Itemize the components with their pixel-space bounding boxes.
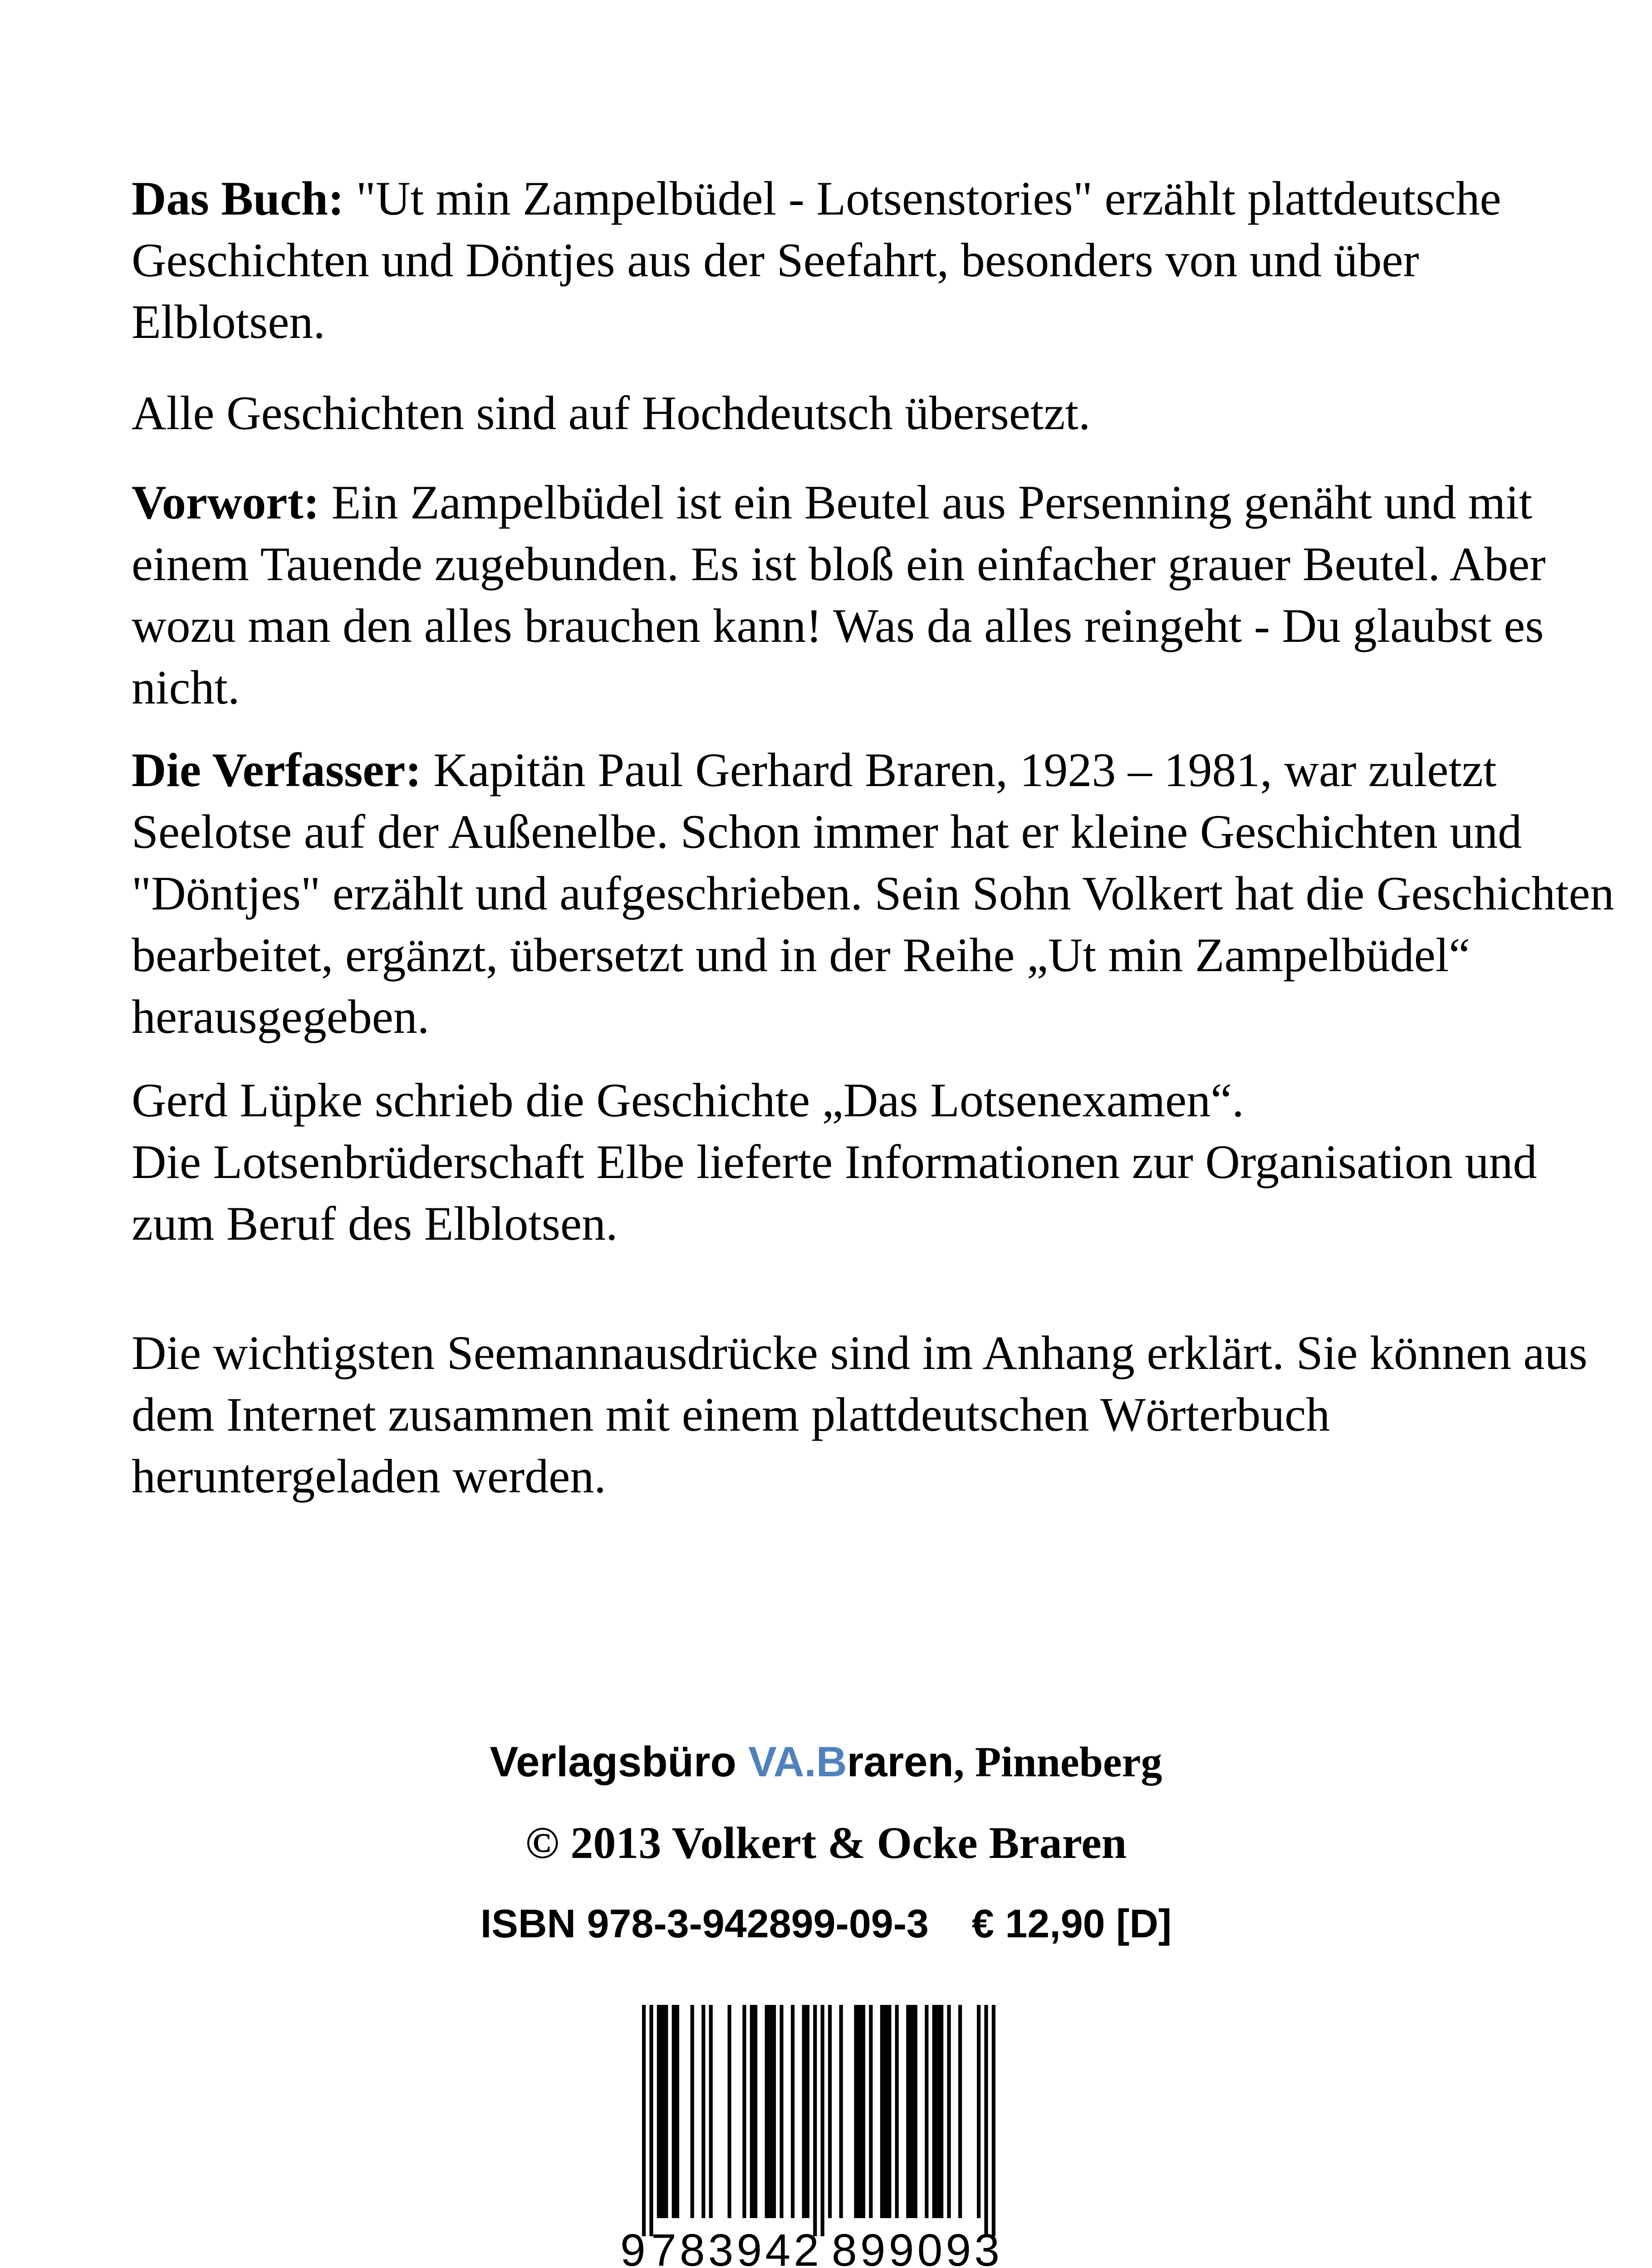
barcode-bar-7	[728, 2005, 731, 2218]
barcode-bar-21	[895, 2005, 899, 2218]
book-text: "Ut min Zampelbüdel - Lotsenstories" erzählt plattdeutsche Geschichten und Döntjes aus der Seefahrt, besonders von und über Elblotsen.	[132, 172, 1501, 348]
foreword-label: Vorwort:	[132, 476, 320, 529]
contributors-paragraph	[132, 1070, 1615, 1255]
barcode-bar-23	[925, 2005, 928, 2218]
barcode-bar-5	[701, 2005, 705, 2218]
publisher-prefix: Verlagsbüro	[490, 1738, 749, 1785]
price: € 12,90 [D]	[971, 1901, 1172, 1946]
barcode-bar-26	[958, 2005, 962, 2218]
foreword-text: Ein Zampelbüdel ist ein Beutel aus Persenning genäht und mit einem Tauende zugebunden. Es ist bloß ein einfacher grauer Beutel. Aber wozu man den alles brauchen kann! Was da alles reingeht - Du glaubst es nicht.	[132, 476, 1546, 714]
publisher-brand-rest: raren	[847, 1738, 954, 1785]
barcode-bar-3	[672, 2005, 679, 2218]
glossary-note: Die wichtigsten Seemannausdrücke sind im Anhang erklärt. Sie können aus dem Internet zusammen mit einem plattdeutschen Wörterbuch heruntergeladen werden.	[132, 1326, 1588, 1503]
barcode-bar-17	[839, 2005, 843, 2218]
barcode-bar-15	[821, 2005, 824, 2236]
barcode-bars	[642, 2005, 995, 2236]
publisher-city: , Pinneberg	[953, 1739, 1162, 1786]
contributors-line2: Die Lotsenbrüderschaft Elbe lieferte Informationen zur Organisation und zum Beruf des Elblotsen.	[132, 1135, 1537, 1250]
barcode-right-digits: 899093	[832, 2225, 1000, 2268]
barcode-bar-27	[977, 2005, 980, 2218]
barcode-bar-1	[649, 2005, 653, 2236]
authors-label: Die Verfasser:	[132, 743, 422, 797]
authors-text: Kapitän Paul Gerhard Braren, 1923 – 1981, war zuletzt Seelotse auf der Außenelbe. Schon immer hat er kleine Geschichten und "Döntjes" erzählt und aufgeschrieben. Sein Sohn Volkert hat die Geschichten bearbeitet, ergänzt, übersetzt und in der Reihe „Ut min Zampelbüdel“ herausgegeben.	[132, 743, 1614, 1043]
barcode-bar-25	[947, 2005, 951, 2218]
barcode-bar-0	[642, 2005, 646, 2236]
translation-note: Alle Geschichten sind auf Hochdeutsch übersetzt.	[132, 386, 1091, 440]
barcode-bar-29	[992, 2005, 995, 2236]
contributors-line1: Gerd Lüpke schrieb die Geschichte „Das Lotsenexamen“.	[132, 1074, 1244, 1127]
barcode-first-digit: 9	[620, 2225, 646, 2268]
publisher-brand-highlight: VA.B	[748, 1738, 847, 1785]
publisher-line	[0, 1737, 1652, 1787]
isbn-line	[0, 1901, 1652, 1947]
barcode-bar-10	[765, 2005, 776, 2218]
book-label: Das Buch:	[132, 172, 344, 225]
barcode-bar-22	[906, 2005, 917, 2218]
authors-paragraph	[132, 739, 1615, 1048]
foreword-paragraph	[132, 472, 1615, 719]
barcode-bar-28	[984, 2005, 988, 2236]
barcode-bar-24	[932, 2005, 944, 2218]
barcode	[610, 2000, 1032, 2268]
barcode-bar-16	[828, 2005, 832, 2218]
book-paragraph	[132, 168, 1615, 353]
copyright-line: © 2013 Volkert & Ocke Braren	[525, 1818, 1127, 1868]
barcode-bar-9	[750, 2005, 757, 2218]
barcode-bar-11	[779, 2005, 783, 2218]
barcode-bar-19	[869, 2005, 873, 2218]
barcode-bar-4	[691, 2005, 694, 2218]
barcode-bar-12	[791, 2005, 794, 2218]
barcode-bar-13	[802, 2005, 809, 2218]
barcode-bar-18	[854, 2005, 865, 2218]
barcode-bar-14	[813, 2005, 817, 2236]
barcode-bar-6	[709, 2005, 713, 2218]
isbn-number: ISBN 978-3-942899-09-3	[480, 1901, 929, 1946]
barcode-bar-8	[742, 2005, 746, 2218]
barcode-bar-20	[880, 2005, 892, 2218]
barcode-bar-2	[657, 2005, 668, 2218]
barcode-graphic	[610, 2000, 1032, 2268]
barcode-left-digits: 783942	[651, 2225, 819, 2268]
